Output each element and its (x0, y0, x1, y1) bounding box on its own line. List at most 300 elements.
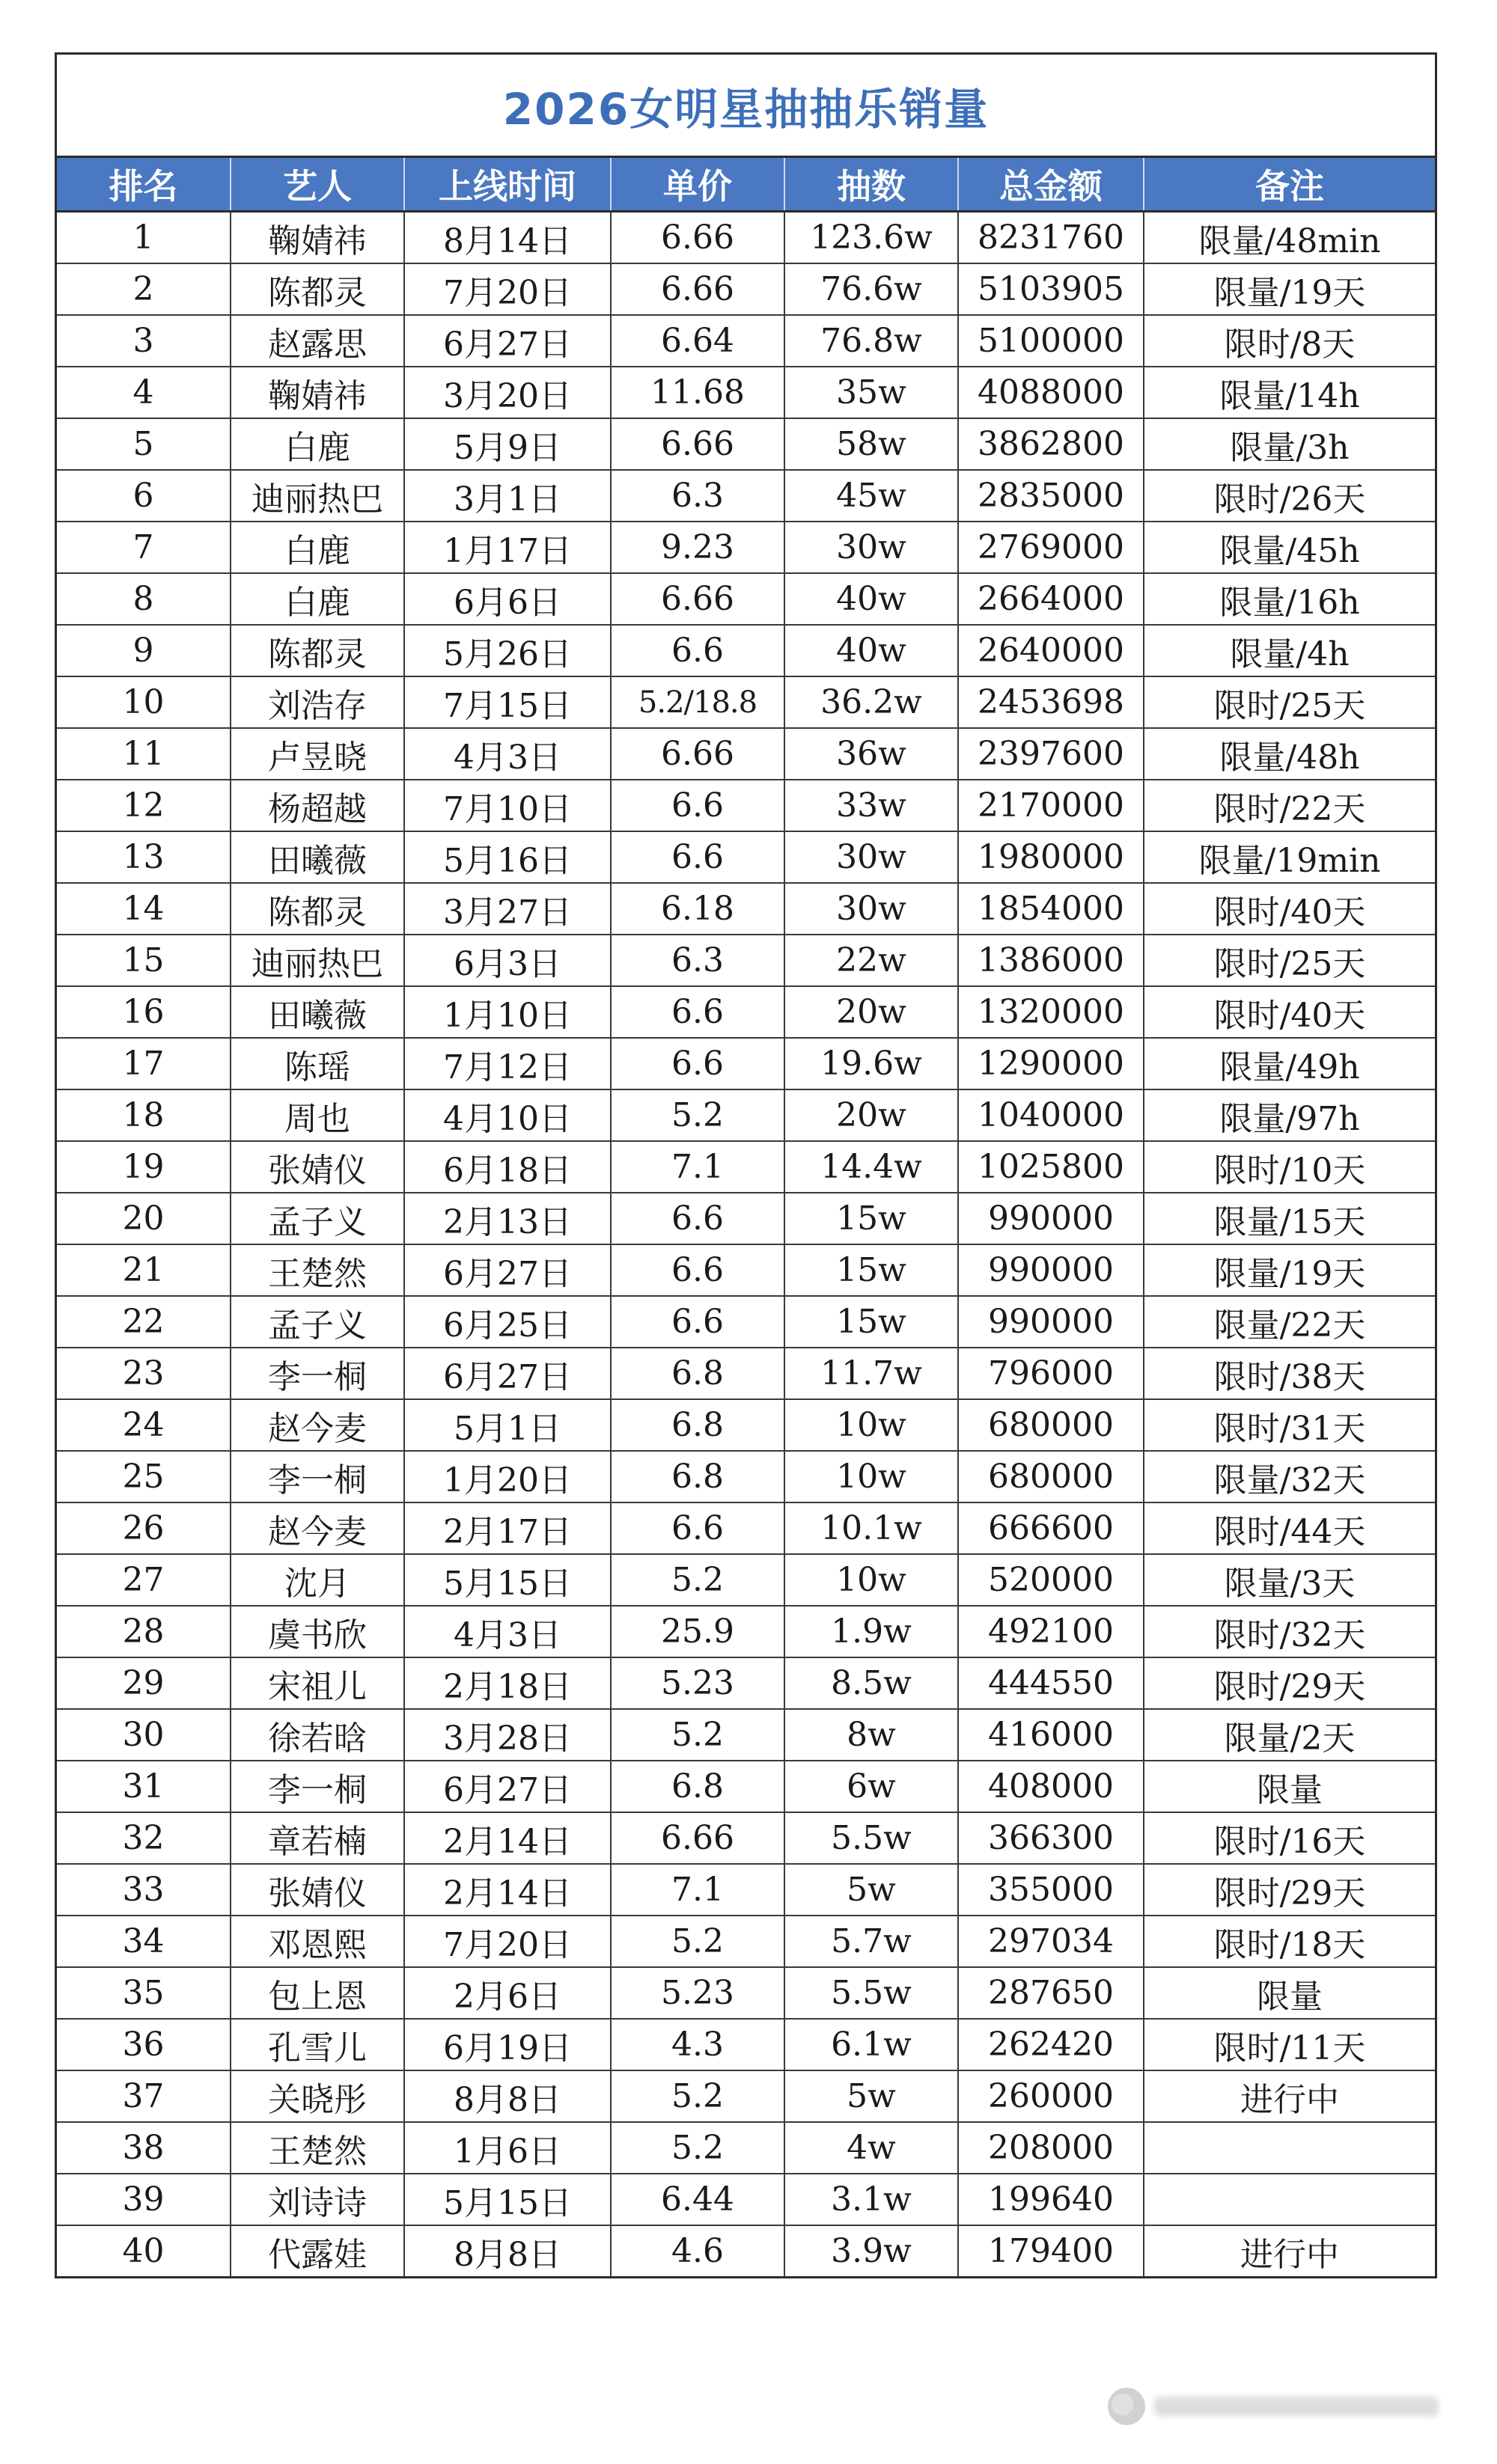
header-unit-price: 单价 (611, 158, 784, 212)
cell-total-amount: 3862800 (958, 418, 1144, 470)
weibo-logo-icon (1108, 2388, 1145, 2425)
cell-total-amount: 520000 (958, 1554, 1144, 1606)
cell-launch-date: 7月12日 (404, 1038, 611, 1089)
cell-unit-price: 6.44 (611, 2174, 784, 2225)
table-row (57, 625, 1435, 676)
cell-unit-price: 5.23 (611, 1657, 784, 1709)
cell-launch-date: 2月18日 (404, 1657, 611, 1709)
cell-unit-price: 6.66 (611, 263, 784, 315)
cell-unit-price: 6.66 (611, 212, 784, 264)
cell-total-amount: 408000 (958, 1761, 1144, 1812)
cell-rank: 26 (57, 1502, 231, 1554)
cell-rank: 18 (57, 1089, 231, 1141)
cell-rank: 7 (57, 522, 231, 573)
cell-total-amount: 666600 (958, 1502, 1144, 1554)
cell-launch-date: 6月27日 (404, 1348, 611, 1399)
cell-draw-count: 15w (784, 1296, 958, 1348)
cell-unit-price: 6.6 (611, 1244, 784, 1296)
cell-launch-date: 1月6日 (404, 2122, 611, 2174)
cell-draw-count: 35w (784, 367, 958, 418)
cell-draw-count: 76.8w (784, 315, 958, 367)
cell-launch-date: 3月20日 (404, 367, 611, 418)
cell-draw-count: 5.5w (784, 1812, 958, 1864)
table-row (57, 831, 1435, 883)
cell-draw-count: 5w (784, 2070, 958, 2122)
cell-artist: 田曦薇 (231, 831, 404, 883)
cell-rank: 31 (57, 1761, 231, 1812)
cell-notes: 限量/22天 (1144, 1296, 1435, 1348)
cell-draw-count: 30w (784, 522, 958, 573)
cell-artist: 李一桐 (231, 1451, 404, 1502)
cell-artist: 陈都灵 (231, 883, 404, 935)
cell-artist: 周也 (231, 1089, 404, 1141)
cell-notes: 限时/40天 (1144, 883, 1435, 935)
cell-draw-count: 22w (784, 935, 958, 986)
cell-total-amount: 1290000 (958, 1038, 1144, 1089)
cell-artist: 迪丽热巴 (231, 935, 404, 986)
table-row (57, 676, 1435, 728)
cell-rank: 20 (57, 1193, 231, 1244)
cell-total-amount: 1980000 (958, 831, 1144, 883)
cell-launch-date: 3月27日 (404, 883, 611, 935)
cell-launch-date: 6月27日 (404, 1244, 611, 1296)
cell-artist: 卢昱晓 (231, 728, 404, 780)
table-row (57, 1141, 1435, 1193)
cell-unit-price: 6.8 (611, 1761, 784, 1812)
cell-notes: 限时/38天 (1144, 1348, 1435, 1399)
cell-unit-price: 6.66 (611, 573, 784, 625)
cell-draw-count: 10w (784, 1399, 958, 1451)
table-row (57, 2225, 1435, 2276)
table-row (57, 2019, 1435, 2070)
cell-launch-date: 6月27日 (404, 1761, 611, 1812)
table-row (57, 2122, 1435, 2174)
cell-draw-count: 4w (784, 2122, 958, 2174)
cell-artist: 徐若晗 (231, 1709, 404, 1761)
cell-rank: 10 (57, 676, 231, 728)
cell-notes: 限量/14h (1144, 367, 1435, 418)
cell-artist: 陈都灵 (231, 263, 404, 315)
cell-notes: 限量/45h (1144, 522, 1435, 573)
cell-launch-date: 4月3日 (404, 1606, 611, 1657)
cell-notes: 限量 (1144, 1761, 1435, 1812)
cell-artist: 关晓彤 (231, 2070, 404, 2122)
table-row (57, 1657, 1435, 1709)
table-row (57, 1244, 1435, 1296)
table-row (57, 728, 1435, 780)
table-row (57, 986, 1435, 1038)
cell-notes: 限量 (1144, 1967, 1435, 2019)
cell-draw-count: 3.1w (784, 2174, 958, 2225)
cell-artist: 孟子义 (231, 1193, 404, 1244)
cell-unit-price: 6.6 (611, 1038, 784, 1089)
cell-total-amount: 1386000 (958, 935, 1144, 986)
cell-artist: 张婧仪 (231, 1864, 404, 1916)
cell-artist: 鞠婧祎 (231, 367, 404, 418)
header-rank: 排名 (57, 158, 231, 212)
header-draw-count: 抽数 (784, 158, 958, 212)
cell-notes: 限时/26天 (1144, 470, 1435, 522)
cell-total-amount: 2453698 (958, 676, 1144, 728)
cell-draw-count: 30w (784, 883, 958, 935)
table-row (57, 883, 1435, 935)
cell-unit-price: 7.1 (611, 1864, 784, 1916)
cell-artist: 陈都灵 (231, 625, 404, 676)
table-row (57, 315, 1435, 367)
cell-notes: 限时/11天 (1144, 2019, 1435, 2070)
table-row (57, 1812, 1435, 1864)
cell-notes: 限量/32天 (1144, 1451, 1435, 1502)
sales-table (57, 158, 1435, 2276)
table-row (57, 1296, 1435, 1348)
cell-notes: 进行中 (1240, 2235, 1339, 2274)
cell-artist: 赵今麦 (231, 1399, 404, 1451)
cell-rank: 24 (57, 1399, 231, 1451)
cell-launch-date: 8月14日 (404, 212, 611, 264)
cell-draw-count: 6w (784, 1761, 958, 1812)
cell-launch-date: 2月14日 (404, 1864, 611, 1916)
cell-draw-count: 8w (784, 1709, 958, 1761)
cell-total-amount: 796000 (958, 1348, 1144, 1399)
cell-launch-date: 1月20日 (404, 1451, 611, 1502)
cell-rank: 14 (57, 883, 231, 935)
cell-notes: 限时/40天 (1144, 986, 1435, 1038)
cell-notes: 限时/25天 (1144, 935, 1435, 986)
cell-total-amount: 1854000 (958, 883, 1144, 935)
watermark (1108, 2385, 1460, 2427)
table-row (57, 1502, 1435, 1554)
cell-total-amount: 2664000 (958, 573, 1144, 625)
cell-unit-price: 6.18 (611, 883, 784, 935)
cell-rank: 1 (57, 212, 231, 264)
table-row (57, 1606, 1435, 1657)
cell-draw-count: 11.7w (784, 1348, 958, 1399)
cell-rank: 4 (57, 367, 231, 418)
cell-draw-count: 5w (784, 1864, 958, 1916)
cell-unit-price: 6.8 (611, 1348, 784, 1399)
table-row (57, 1348, 1435, 1399)
table-row (57, 1451, 1435, 1502)
cell-unit-price: 6.6 (611, 831, 784, 883)
table-row (57, 522, 1435, 573)
cell-total-amount: 208000 (958, 2122, 1144, 2174)
cell-unit-price: 6.3 (611, 935, 784, 986)
table-row (57, 470, 1435, 522)
cell-launch-date: 2月13日 (404, 1193, 611, 1244)
cell-notes: 限时/44天 (1144, 1502, 1435, 1554)
cell-artist: 沈月 (231, 1554, 404, 1606)
cell-rank: 25 (57, 1451, 231, 1502)
cell-launch-date: 5月1日 (404, 1399, 611, 1451)
cell-artist: 白鹿 (231, 522, 404, 573)
cell-total-amount: 492100 (958, 1606, 1144, 1657)
cell-total-amount: 2769000 (958, 522, 1144, 573)
cell-draw-count: 5.7w (784, 1916, 958, 1967)
cell-unit-price: 5.2 (611, 1089, 784, 1141)
cell-notes: 限量/48min (1144, 212, 1435, 264)
cell-launch-date: 1月17日 (404, 522, 611, 573)
cell-total-amount: 990000 (958, 1244, 1144, 1296)
cell-unit-price: 6.6 (611, 1502, 784, 1554)
cell-notes: 限时/29天 (1144, 1864, 1435, 1916)
cell-draw-count: 33w (784, 780, 958, 831)
table-row (57, 2174, 1435, 2225)
cell-unit-price: 6.3 (611, 470, 784, 522)
cell-launch-date: 4月10日 (404, 1089, 611, 1141)
cell-artist: 代露娃 (231, 2225, 404, 2276)
cell-unit-price: 4.6 (611, 2225, 784, 2276)
cell-rank: 34 (57, 1916, 231, 1967)
cell-rank: 39 (57, 2174, 231, 2225)
cell-launch-date: 7月20日 (404, 1916, 611, 1967)
cell-artist: 孔雪儿 (231, 2019, 404, 2070)
cell-draw-count: 10w (784, 1451, 958, 1502)
cell-artist: 迪丽热巴 (231, 470, 404, 522)
cell-draw-count: 1.9w (784, 1606, 958, 1657)
table-header-row (57, 158, 1435, 212)
cell-artist: 虞书欣 (231, 1606, 404, 1657)
cell-total-amount: 8231760 (958, 212, 1144, 264)
cell-artist: 宋祖儿 (231, 1657, 404, 1709)
cell-unit-price: 6.66 (611, 1812, 784, 1864)
table-row (57, 1967, 1435, 2019)
cell-launch-date: 7月10日 (404, 780, 611, 831)
cell-launch-date: 6月6日 (404, 573, 611, 625)
cell-artist: 赵今麦 (231, 1502, 404, 1554)
cell-launch-date: 2月6日 (404, 1967, 611, 2019)
cell-unit-price: 6.8 (611, 1399, 784, 1451)
cell-launch-date: 5月9日 (404, 418, 611, 470)
cell-unit-price: 6.6 (611, 986, 784, 1038)
cell-draw-count: 15w (784, 1244, 958, 1296)
cell-artist: 王楚然 (231, 2122, 404, 2174)
cell-launch-date: 8月8日 (404, 2070, 611, 2122)
cell-rank: 30 (57, 1709, 231, 1761)
cell-unit-price: 9.23 (611, 522, 784, 573)
cell-unit-price: 4.3 (611, 2019, 784, 2070)
cell-rank: 16 (57, 986, 231, 1038)
cell-rank: 35 (57, 1967, 231, 2019)
cell-draw-count: 40w (784, 573, 958, 625)
cell-notes: 限量/2天 (1144, 1709, 1435, 1761)
blurred-username (1154, 2397, 1439, 2416)
cell-launch-date: 6月3日 (404, 935, 611, 986)
cell-notes: 限量/97h (1144, 1089, 1435, 1141)
cell-draw-count: 36w (784, 728, 958, 780)
cell-draw-count: 45w (784, 470, 958, 522)
cell-rank: 15 (57, 935, 231, 986)
cell-notes: 限时/32天 (1144, 1606, 1435, 1657)
cell-artist: 刘浩存 (231, 676, 404, 728)
cell-rank: 6 (57, 470, 231, 522)
cell-notes: 限量/19天 (1144, 263, 1435, 315)
table-row (57, 1399, 1435, 1451)
cell-notes: 限量/3h (1144, 418, 1435, 470)
cell-notes: 限量/4h (1144, 625, 1435, 676)
cell-artist: 张婧仪 (231, 1141, 404, 1193)
cell-total-amount: 297034 (958, 1916, 1144, 1967)
cell-total-amount: 2397600 (958, 728, 1144, 780)
cell-rank: 21 (57, 1244, 231, 1296)
cell-launch-date: 6月27日 (404, 315, 611, 367)
table-row (57, 1554, 1435, 1606)
cell-rank: 32 (57, 1812, 231, 1864)
cell-total-amount: 990000 (958, 1193, 1144, 1244)
table-row (57, 1761, 1435, 1812)
cell-total-amount: 680000 (958, 1451, 1144, 1502)
cell-draw-count: 10w (784, 1554, 958, 1606)
table-row (57, 367, 1435, 418)
cell-notes: 限时/8天 (1144, 315, 1435, 367)
cell-rank: 11 (57, 728, 231, 780)
cell-notes: 进行中 (1144, 2070, 1435, 2122)
cell-launch-date: 6月19日 (404, 2019, 611, 2070)
cell-notes (1144, 2122, 1435, 2174)
cell-notes: 限时/29天 (1144, 1657, 1435, 1709)
cell-total-amount: 287650 (958, 1967, 1144, 2019)
cell-total-amount: 2640000 (958, 625, 1144, 676)
cell-rank: 33 (57, 1864, 231, 1916)
table-row (57, 935, 1435, 986)
header-total-amount: 总金额 (958, 158, 1144, 212)
cell-rank: 28 (57, 1606, 231, 1657)
cell-unit-price: 6.66 (611, 418, 784, 470)
cell-notes: 限时/22天 (1144, 780, 1435, 831)
cell-artist: 赵露思 (231, 315, 404, 367)
cell-notes: 限时/16天 (1144, 1812, 1435, 1864)
cell-unit-price: 5.2 (611, 1709, 784, 1761)
cell-draw-count: 36.2w (784, 676, 958, 728)
header-launch-date: 上线时间 (404, 158, 611, 212)
cell-launch-date: 6月18日 (404, 1141, 611, 1193)
cell-rank: 29 (57, 1657, 231, 1709)
cell-notes (1144, 2174, 1435, 2225)
cell-unit-price: 6.6 (611, 780, 784, 831)
cell-artist: 章若楠 (231, 1812, 404, 1864)
cell-unit-price: 11.68 (611, 367, 784, 418)
cell-notes: 限时/18天 (1144, 1916, 1435, 1967)
cell-artist: 白鹿 (231, 573, 404, 625)
cell-draw-count: 123.6w (784, 212, 958, 264)
cell-artist: 孟子义 (231, 1296, 404, 1348)
table-row (57, 418, 1435, 470)
cell-unit-price: 5.2 (611, 2122, 784, 2174)
cell-total-amount: 355000 (958, 1864, 1144, 1916)
cell-total-amount: 199640 (958, 2174, 1144, 2225)
cell-artist: 白鹿 (231, 418, 404, 470)
cell-artist: 李一桐 (231, 1348, 404, 1399)
cell-launch-date: 8月8日 (404, 2225, 611, 2276)
cell-draw-count: 20w (784, 1089, 958, 1141)
cell-unit-price: 5.2 (611, 1554, 784, 1606)
header-artist: 艺人 (231, 158, 404, 212)
table-row (57, 1193, 1435, 1244)
cell-unit-price: 6.6 (611, 1296, 784, 1348)
cell-draw-count: 15w (784, 1193, 958, 1244)
cell-total-amount: 1040000 (958, 1089, 1144, 1141)
cell-total-amount: 2170000 (958, 780, 1144, 831)
cell-notes: 限量/16h (1144, 573, 1435, 625)
sales-table-sheet (55, 52, 1437, 2278)
cell-artist: 杨超越 (231, 780, 404, 831)
cell-artist: 陈瑶 (231, 1038, 404, 1089)
cell-draw-count: 10.1w (784, 1502, 958, 1554)
cell-rank: 37 (57, 2070, 231, 2122)
cell-total-amount: 5103905 (958, 263, 1144, 315)
cell-total-amount: 416000 (958, 1709, 1144, 1761)
cell-launch-date: 3月1日 (404, 470, 611, 522)
cell-draw-count: 14.4w (784, 1141, 958, 1193)
cell-rank: 12 (57, 780, 231, 831)
table-row (57, 573, 1435, 625)
cell-notes: 限量/15天 (1144, 1193, 1435, 1244)
cell-rank: 2 (57, 263, 231, 315)
cell-unit-price: 5.23 (611, 1967, 784, 2019)
cell-rank: 17 (57, 1038, 231, 1089)
cell-rank: 40 (57, 2225, 231, 2276)
cell-rank: 19 (57, 1141, 231, 1193)
table-row (57, 2070, 1435, 2122)
cell-draw-count: 40w (784, 625, 958, 676)
table-row (57, 1038, 1435, 1089)
cell-total-amount: 680000 (958, 1399, 1144, 1451)
cell-launch-date: 5月26日 (404, 625, 611, 676)
cell-draw-count: 76.6w (784, 263, 958, 315)
cell-launch-date: 2月17日 (404, 1502, 611, 1554)
cell-artist: 田曦薇 (231, 986, 404, 1038)
cell-artist: 李一桐 (231, 1761, 404, 1812)
cell-unit-price: 25.9 (611, 1606, 784, 1657)
cell-unit-price: 6.8 (611, 1451, 784, 1502)
cell-total-amount: 260000 (958, 2070, 1144, 2122)
cell-artist: 包上恩 (231, 1967, 404, 2019)
table-row (57, 1916, 1435, 1967)
table-body (57, 212, 1435, 2277)
cell-rank: 13 (57, 831, 231, 883)
cell-unit-price: 6.64 (611, 315, 784, 367)
table-row (57, 1709, 1435, 1761)
table-row (57, 263, 1435, 315)
cell-rank: 27 (57, 1554, 231, 1606)
cell-total-amount: 990000 (958, 1296, 1144, 1348)
table-row (57, 1864, 1435, 1916)
cell-notes: 限量/19天 (1144, 1244, 1435, 1296)
cell-launch-date: 7月20日 (404, 263, 611, 315)
table-row (57, 780, 1435, 831)
cell-rank: 8 (57, 573, 231, 625)
cell-total-amount: 2835000 (958, 470, 1144, 522)
cell-rank: 36 (57, 2019, 231, 2070)
cell-notes: 限量/48h (1144, 728, 1435, 780)
cell-launch-date: 5月16日 (404, 831, 611, 883)
cell-artist: 王楚然 (231, 1244, 404, 1296)
page-title: 2026女明星抽抽乐销量 (57, 55, 1435, 158)
cell-unit-price: 5.2/18.8 (611, 676, 784, 728)
cell-draw-count: 5.5w (784, 1967, 958, 2019)
cell-notes: 限时/25天 (1144, 676, 1435, 728)
cell-draw-count: 3.9w (784, 2225, 958, 2276)
cell-total-amount: 1025800 (958, 1141, 1144, 1193)
cell-unit-price: 6.66 (611, 728, 784, 780)
cell-draw-count: 8.5w (784, 1657, 958, 1709)
cell-draw-count: 6.1w (784, 2019, 958, 2070)
cell-unit-price: 5.2 (611, 2070, 784, 2122)
table-row (57, 212, 1435, 264)
cell-notes: 限量/19min (1144, 831, 1435, 883)
cell-rank: 3 (57, 315, 231, 367)
cell-total-amount: 444550 (958, 1657, 1144, 1709)
cell-unit-price: 6.6 (611, 625, 784, 676)
